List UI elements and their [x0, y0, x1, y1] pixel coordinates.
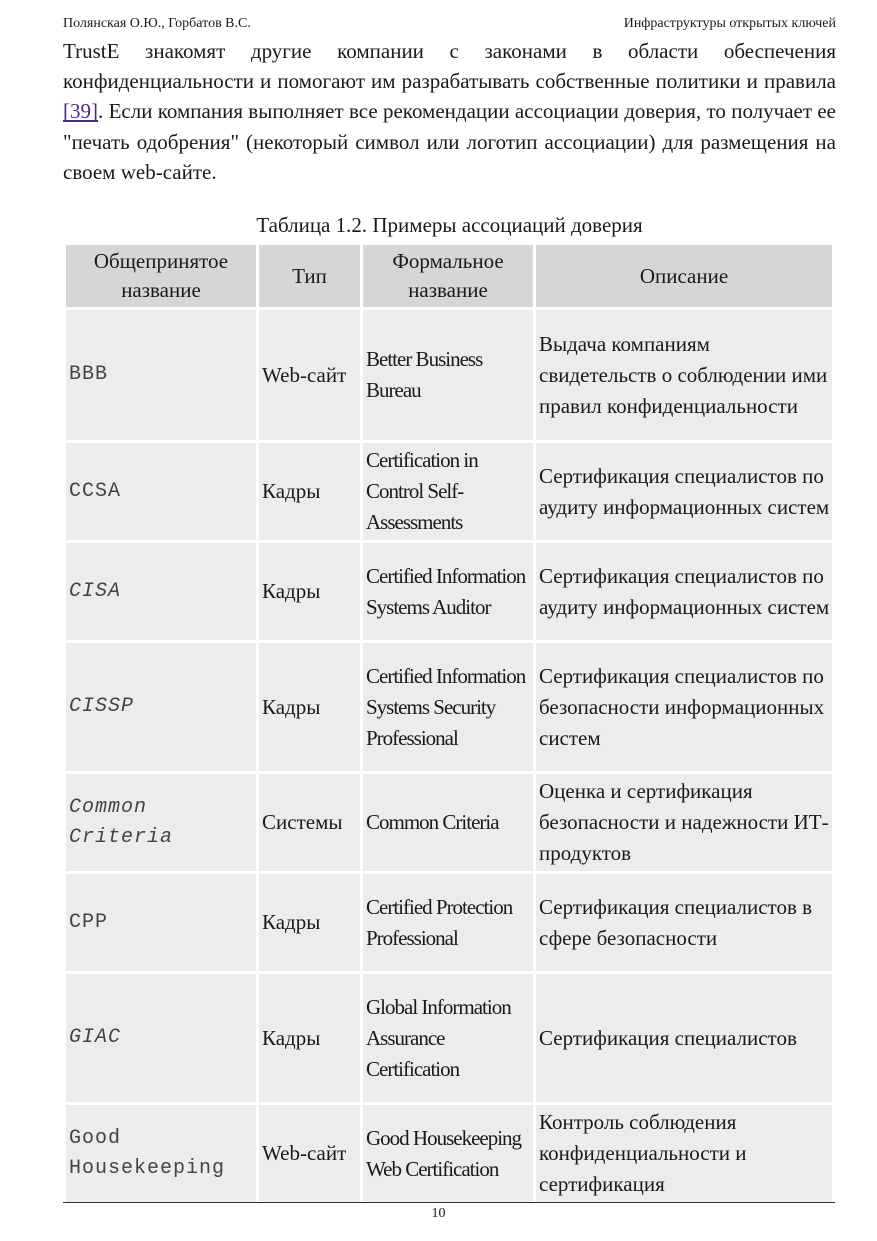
- table-row: [66, 310, 832, 440]
- header-type: Тип: [259, 245, 360, 307]
- cell-type: Системы: [259, 774, 360, 871]
- table-row: [66, 774, 832, 871]
- cell-formal-name: Common Criteria: [363, 774, 533, 871]
- cell-description: Выдача компаниям свидетельств о соблюдении ими правил конфиденциальности: [536, 310, 832, 440]
- paragraph-text-before: TrustE знакомят другие компании с законами в области обеспечения конфиденциальности и помогают им разрабатывать собственные политики и правила: [63, 39, 836, 94]
- cell-type: Кадры: [259, 874, 360, 971]
- cell-type: Кадры: [259, 974, 360, 1102]
- cell-formal-name: Certified Information Systems Auditor: [363, 543, 533, 640]
- cell-formal-name: Good Housekeeping Web Certification: [363, 1105, 533, 1202]
- cell-common-name: CISSP: [66, 643, 256, 771]
- cell-type: Кадры: [259, 643, 360, 771]
- cell-common-name: Common Criteria: [66, 774, 256, 871]
- cell-type: Кадры: [259, 443, 360, 540]
- cell-common-name: CCSA: [66, 443, 256, 540]
- cell-description: Оценка и сертификация безопасности и надежности ИТ-продуктов: [536, 774, 832, 871]
- cell-formal-name: Global Information Assurance Certification: [363, 974, 533, 1102]
- trust-associations-table: [63, 242, 835, 1205]
- cell-formal-name: Certified Protection Professional: [363, 874, 533, 971]
- body-paragraph: [63, 36, 836, 187]
- cell-description: Сертификация специалистов по аудиту информационных систем: [536, 543, 832, 640]
- cell-formal-name: Better Business Bureau: [363, 310, 533, 440]
- table-row: [66, 874, 832, 971]
- table-row: [66, 1105, 832, 1202]
- cell-description: Сертификация специалистов по безопасности информационных систем: [536, 643, 832, 771]
- paragraph-text-after: . Если компания выполняет все рекомендации ассоциации доверия, то получает ее "печать одобрения" (некоторый символ или логотип ассоциации) для размещения на своем web-сайте.: [63, 99, 836, 184]
- header-common-name: Общепринятое название: [66, 245, 256, 307]
- cell-common-name: GIAC: [66, 974, 256, 1102]
- footer-rule: [63, 1202, 835, 1203]
- cell-formal-name: Certified Information Systems Security Professional: [363, 643, 533, 771]
- cell-common-name: CPP: [66, 874, 256, 971]
- cell-description: Сертификация специалистов по аудиту информационных систем: [536, 443, 832, 540]
- cell-formal-name: Certification in Control Self-Assessments: [363, 443, 533, 540]
- table-row: [66, 543, 832, 640]
- header-book-title: Инфраструктуры открытых ключей: [623, 16, 836, 31]
- cell-common-name: Good Housekeeping: [66, 1105, 256, 1202]
- table-caption: Таблица 1.2. Примеры ассоциаций доверия: [256, 213, 643, 237]
- cell-type: Web-сайт: [259, 310, 360, 440]
- page-number: 10: [431, 1206, 446, 1221]
- cell-description: Сертификация специалистов в сфере безопасности: [536, 874, 832, 971]
- header-formal-name: Формальное название: [363, 245, 533, 307]
- table-row: [66, 974, 832, 1102]
- table-row: [66, 643, 832, 771]
- header-authors: Полянская О.Ю., Горбатов В.С.: [63, 16, 251, 31]
- cell-type: Web-сайт: [259, 1105, 360, 1202]
- header-description: Описание: [536, 245, 832, 307]
- table-row: [66, 443, 832, 540]
- cell-common-name: BBB: [66, 310, 256, 440]
- cell-description: Контроль соблюдения конфиденциальности и сертификация: [536, 1105, 832, 1202]
- cell-type: Кадры: [259, 543, 360, 640]
- page-header: [63, 16, 836, 36]
- cell-common-name: CISA: [66, 543, 256, 640]
- reference-link[interactable]: [39]: [63, 99, 98, 124]
- table-header-row: [66, 245, 832, 307]
- cell-description: Сертификация специалистов: [536, 974, 832, 1102]
